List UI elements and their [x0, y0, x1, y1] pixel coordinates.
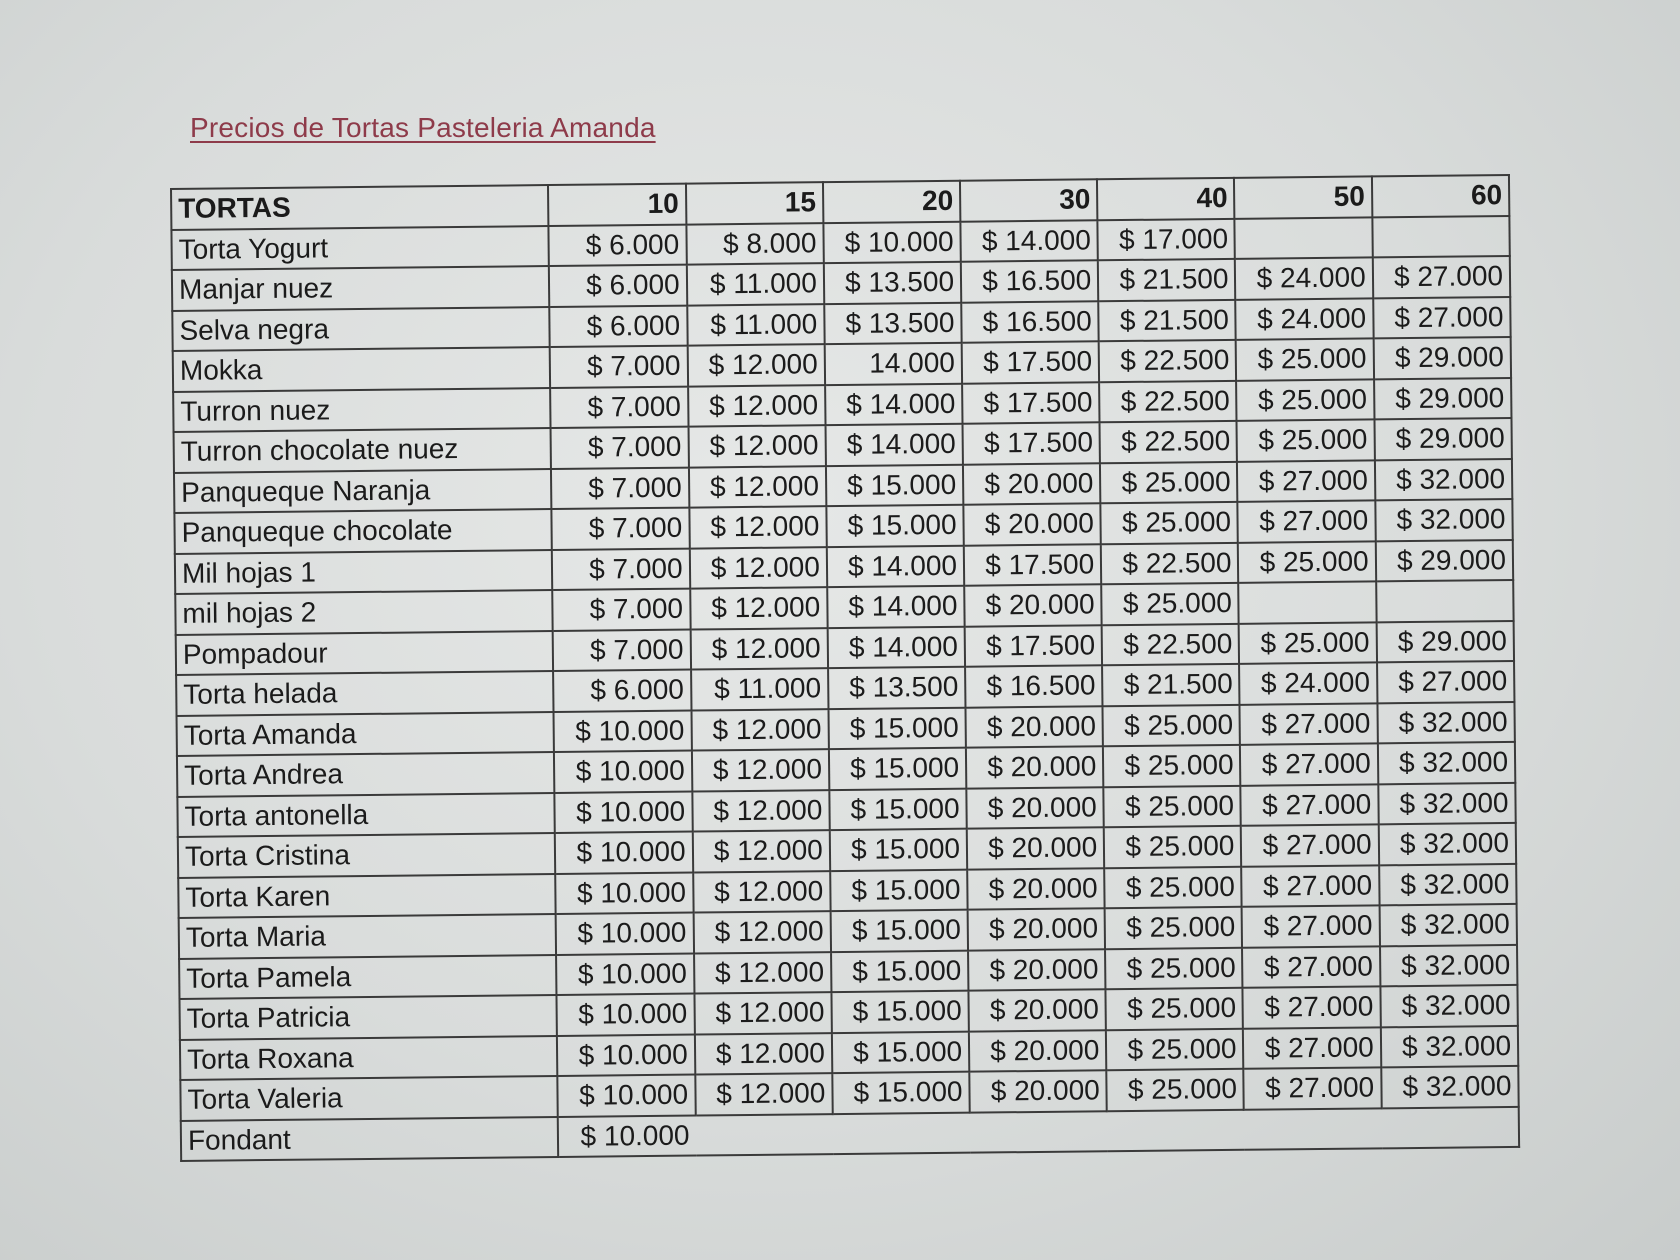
price-cell: $ 27.000	[1241, 824, 1379, 866]
price-cell: $ 14.000	[960, 220, 1098, 262]
price-cell: $ 13.500	[828, 667, 966, 709]
cake-name: Selva negra	[172, 307, 550, 351]
price-cell: $ 15.000	[831, 950, 969, 992]
price-cell: $ 17.500	[963, 422, 1101, 464]
price-cell: $ 20.000	[963, 503, 1101, 545]
price-cell: $ 29.000	[1373, 337, 1511, 379]
price-cell: $ 12.000	[692, 790, 830, 832]
price-cell: $ 20.000	[964, 584, 1102, 626]
price-cell: $ 12.000	[688, 385, 826, 427]
cake-name: Torta Valeria	[180, 1076, 558, 1120]
price-cell: $ 32.000	[1375, 499, 1513, 541]
price-cell: $ 15.000	[830, 910, 968, 952]
price-cell: $ 6.000	[549, 224, 687, 266]
price-cell: $ 22.500	[1102, 623, 1240, 665]
table-body	[171, 215, 1519, 1160]
price-cell: $ 25.000	[1101, 583, 1239, 625]
price-cell: $ 15.000	[829, 788, 967, 830]
price-cell: $ 25.000	[1101, 502, 1239, 544]
price-cell: $ 32.000	[1381, 1025, 1519, 1067]
cake-name: Torta Maria	[179, 914, 557, 958]
price-cell: $ 29.000	[1375, 539, 1513, 581]
column-header-50: 50	[1234, 176, 1372, 218]
price-cell: $ 16.500	[961, 260, 1099, 302]
price-cell: $ 20.000	[969, 1070, 1107, 1112]
price-cell: $ 25.000	[1107, 1069, 1245, 1111]
price-cell: $ 29.000	[1376, 620, 1514, 662]
price-cell	[1235, 217, 1373, 259]
price-cell: $ 21.500	[1102, 664, 1240, 706]
price-cell: $ 14.000	[825, 424, 963, 466]
cake-name: Torta Yogurt	[171, 226, 549, 270]
price-cell: $ 10.000	[554, 710, 692, 752]
cake-name: Manjar nuez	[172, 266, 550, 310]
cake-name: Torta Cristina	[178, 833, 556, 877]
price-cell: $ 21.500	[1098, 299, 1236, 341]
price-cell: $ 27.000	[1373, 296, 1511, 338]
price-cell: $ 10.000	[555, 791, 693, 833]
price-cell: $ 11.000	[691, 668, 829, 710]
price-cell: $ 12.000	[693, 871, 831, 913]
price-cell: $ 15.000	[826, 464, 964, 506]
price-cell: $ 25.000	[1100, 461, 1238, 503]
price-cell: $ 12.000	[690, 628, 828, 670]
price-cell: $ 27.000	[1238, 500, 1376, 542]
price-cell: $ 27.000	[1242, 865, 1380, 907]
price-cell: $ 12.000	[695, 1073, 833, 1115]
cake-name: Turron nuez	[173, 388, 551, 432]
price-cell	[1372, 215, 1510, 257]
price-cell: $ 7.000	[553, 629, 691, 671]
price-cell: $ 32.000	[1379, 904, 1517, 946]
price-cell: $ 10.000	[558, 1115, 696, 1157]
price-cell: $ 7.000	[550, 386, 688, 428]
price-cell: $ 22.500	[1100, 421, 1238, 463]
cake-name: Torta antonella	[177, 793, 555, 837]
price-cell: $ 20.000	[969, 1030, 1107, 1072]
price-cell: $ 7.000	[551, 467, 689, 509]
price-cell: $ 15.000	[830, 829, 968, 871]
price-cell	[1239, 581, 1377, 623]
price-cell: $ 25.000	[1104, 785, 1242, 827]
cake-name: Fondant	[181, 1116, 559, 1160]
price-cell: $ 25.000	[1106, 988, 1244, 1030]
price-cell: $ 25.000	[1104, 826, 1242, 868]
price-cell: $ 29.000	[1374, 418, 1512, 460]
price-cell: $ 6.000	[549, 265, 687, 307]
price-cell: $ 15.000	[828, 707, 966, 749]
price-cell: $ 32.000	[1379, 863, 1517, 905]
price-cell: $ 25.000	[1237, 379, 1375, 421]
price-cell: $ 22.500	[1099, 380, 1237, 422]
price-cell: $ 14.000	[827, 586, 965, 628]
price-cell: $ 25.000	[1238, 541, 1376, 583]
cake-name: Panqueque Naranja	[174, 469, 552, 513]
price-cell: $ 12.000	[692, 830, 830, 872]
price-cell: $ 22.500	[1099, 340, 1237, 382]
price-cell: $ 20.000	[967, 868, 1105, 910]
column-header-20: 20	[823, 181, 961, 223]
price-cell: $ 27.000	[1244, 1067, 1382, 1109]
price-cell: $ 27.000	[1241, 784, 1379, 826]
price-cell: $ 12.000	[692, 749, 830, 791]
price-cell: $ 17.000	[1098, 218, 1236, 260]
column-header-tortas: TORTAS	[171, 185, 549, 229]
price-cell	[1376, 580, 1514, 622]
cake-name: Torta Karen	[178, 873, 556, 917]
price-cell: $ 6.000	[553, 670, 691, 712]
price-cell: $ 20.000	[966, 706, 1104, 748]
cake-name: Torta Roxana	[180, 1035, 558, 1079]
price-cell: $ 12.000	[688, 425, 826, 467]
price-cell: $ 25.000	[1104, 866, 1242, 908]
price-cell: $ 12.000	[694, 992, 832, 1034]
price-cell: $ 20.000	[963, 463, 1101, 505]
cake-name: Torta helada	[176, 671, 554, 715]
price-cell: $ 13.500	[824, 302, 962, 344]
price-cell: $ 12.000	[689, 466, 827, 508]
price-cell: $ 24.000	[1235, 257, 1373, 299]
price-cell: $ 20.000	[966, 746, 1104, 788]
price-cell: $ 17.500	[965, 625, 1103, 667]
price-cell: $ 27.000	[1240, 703, 1378, 745]
price-cell: $ 24.000	[1240, 662, 1378, 704]
price-cell: $ 7.000	[550, 346, 688, 388]
price-cell: $ 12.000	[689, 547, 827, 589]
cake-name: Torta Andrea	[177, 752, 555, 796]
price-cell: $ 25.000	[1103, 745, 1241, 787]
cake-name: Panqueque chocolate	[174, 509, 552, 553]
price-cell: $ 27.000	[1237, 460, 1375, 502]
price-cell: $ 7.000	[553, 589, 691, 631]
price-cell: $ 32.000	[1378, 782, 1516, 824]
price-cell: $ 8.000	[686, 223, 824, 265]
price-cell: $ 14.000	[827, 545, 965, 587]
price-cell: $ 10.000	[556, 953, 694, 995]
price-cell: $ 21.500	[1098, 259, 1236, 301]
cake-name: Torta Pamela	[179, 954, 557, 998]
cake-name: mil hojas 2	[175, 590, 553, 634]
price-cell: $ 20.000	[968, 908, 1106, 950]
price-cell: $ 32.000	[1380, 985, 1518, 1027]
price-cell: $ 32.000	[1381, 1066, 1519, 1108]
price-cell: $ 12.000	[689, 506, 827, 548]
price-cell: $ 10.000	[823, 221, 961, 263]
price-cell: $ 32.000	[1378, 742, 1516, 784]
price-cell: $ 11.000	[686, 263, 824, 305]
price-cell: $ 10.000	[556, 872, 694, 914]
price-cell: $ 27.000	[1372, 256, 1510, 298]
price-cell: $ 27.000	[1377, 661, 1515, 703]
price-cell: $ 24.000	[1236, 298, 1374, 340]
price-cell: $ 12.000	[694, 952, 832, 994]
price-cell: $ 16.500	[965, 665, 1103, 707]
price-cell: $ 15.000	[831, 991, 969, 1033]
price-cell: $ 14.000	[825, 383, 963, 425]
price-cell: $ 10.000	[557, 994, 695, 1036]
cake-name: Mil hojas 1	[175, 550, 553, 594]
price-cell: $ 25.000	[1237, 419, 1375, 461]
price-cell: $ 25.000	[1105, 947, 1243, 989]
price-cell: $ 10.000	[556, 913, 694, 955]
column-header-40: 40	[1097, 178, 1235, 220]
price-cell: $ 25.000	[1103, 704, 1241, 746]
price-cell: $ 17.500	[962, 341, 1100, 383]
price-cell: $ 15.000	[826, 505, 964, 547]
price-cell: $ 12.000	[687, 344, 825, 386]
price-cell: $ 15.000	[832, 1031, 970, 1073]
price-cell: $ 25.000	[1105, 907, 1243, 949]
price-cell: $ 27.000	[1240, 743, 1378, 785]
cake-name: Turron chocolate nuez	[174, 428, 552, 472]
price-cell: $ 15.000	[832, 1072, 970, 1114]
price-cell: $ 10.000	[554, 751, 692, 793]
price-cell: $ 12.000	[694, 1033, 832, 1075]
price-cell: $ 15.000	[830, 869, 968, 911]
price-cell: $ 32.000	[1377, 701, 1515, 743]
price-cell: 14.000	[824, 343, 962, 385]
price-cell: $ 25.000	[1239, 622, 1377, 664]
price-cell: $ 10.000	[555, 832, 693, 874]
price-cell: $ 7.000	[551, 427, 689, 469]
price-cell: $ 29.000	[1374, 377, 1512, 419]
cake-name: Mokka	[173, 347, 551, 391]
cake-name: Pompadour	[176, 631, 554, 675]
price-cell: $ 7.000	[552, 548, 690, 590]
price-cell: $ 32.000	[1380, 944, 1518, 986]
price-table	[170, 174, 1520, 1162]
price-cell: $ 10.000	[558, 1075, 696, 1117]
price-cell: $ 32.000	[1375, 458, 1513, 500]
price-cell: $ 25.000	[1236, 338, 1374, 380]
price-cell: $ 13.500	[824, 262, 962, 304]
page-title: Precios de Tortas Pasteleria Amanda	[190, 112, 656, 143]
column-header-15: 15	[686, 182, 824, 224]
price-cell: $ 12.000	[693, 911, 831, 953]
price-cell: $ 16.500	[961, 301, 1099, 343]
price-cell: $ 20.000	[968, 989, 1106, 1031]
price-cell: $ 27.000	[1242, 905, 1380, 947]
price-cell: $ 27.000	[1243, 1027, 1381, 1069]
column-header-30: 30	[960, 179, 1098, 221]
price-cell: $ 20.000	[966, 787, 1104, 829]
price-cell: $ 17.500	[964, 544, 1102, 586]
price-cell: $ 14.000	[827, 626, 965, 668]
price-cell: $ 7.000	[552, 508, 690, 550]
price-cell: $ 17.500	[962, 382, 1100, 424]
price-cell: $ 12.000	[691, 709, 829, 751]
column-header-10: 10	[548, 184, 686, 226]
price-cell: $ 20.000	[967, 827, 1105, 869]
column-header-60: 60	[1372, 175, 1510, 217]
price-cell: $ 27.000	[1243, 986, 1381, 1028]
price-cell: $ 12.000	[690, 587, 828, 629]
price-cell: $ 11.000	[687, 304, 825, 346]
price-cell: $ 32.000	[1378, 823, 1516, 865]
price-cell: $ 6.000	[550, 305, 688, 347]
price-cell: $ 10.000	[557, 1034, 695, 1076]
cake-name: Torta Amanda	[177, 712, 555, 756]
cake-name: Torta Patricia	[179, 995, 557, 1039]
price-cell: $ 15.000	[829, 748, 967, 790]
price-cell: $ 25.000	[1106, 1028, 1244, 1070]
price-cell: $ 27.000	[1242, 946, 1380, 988]
empty-cell	[695, 1106, 1519, 1155]
price-cell: $ 20.000	[968, 949, 1106, 991]
price-cell: $ 22.500	[1101, 542, 1239, 584]
